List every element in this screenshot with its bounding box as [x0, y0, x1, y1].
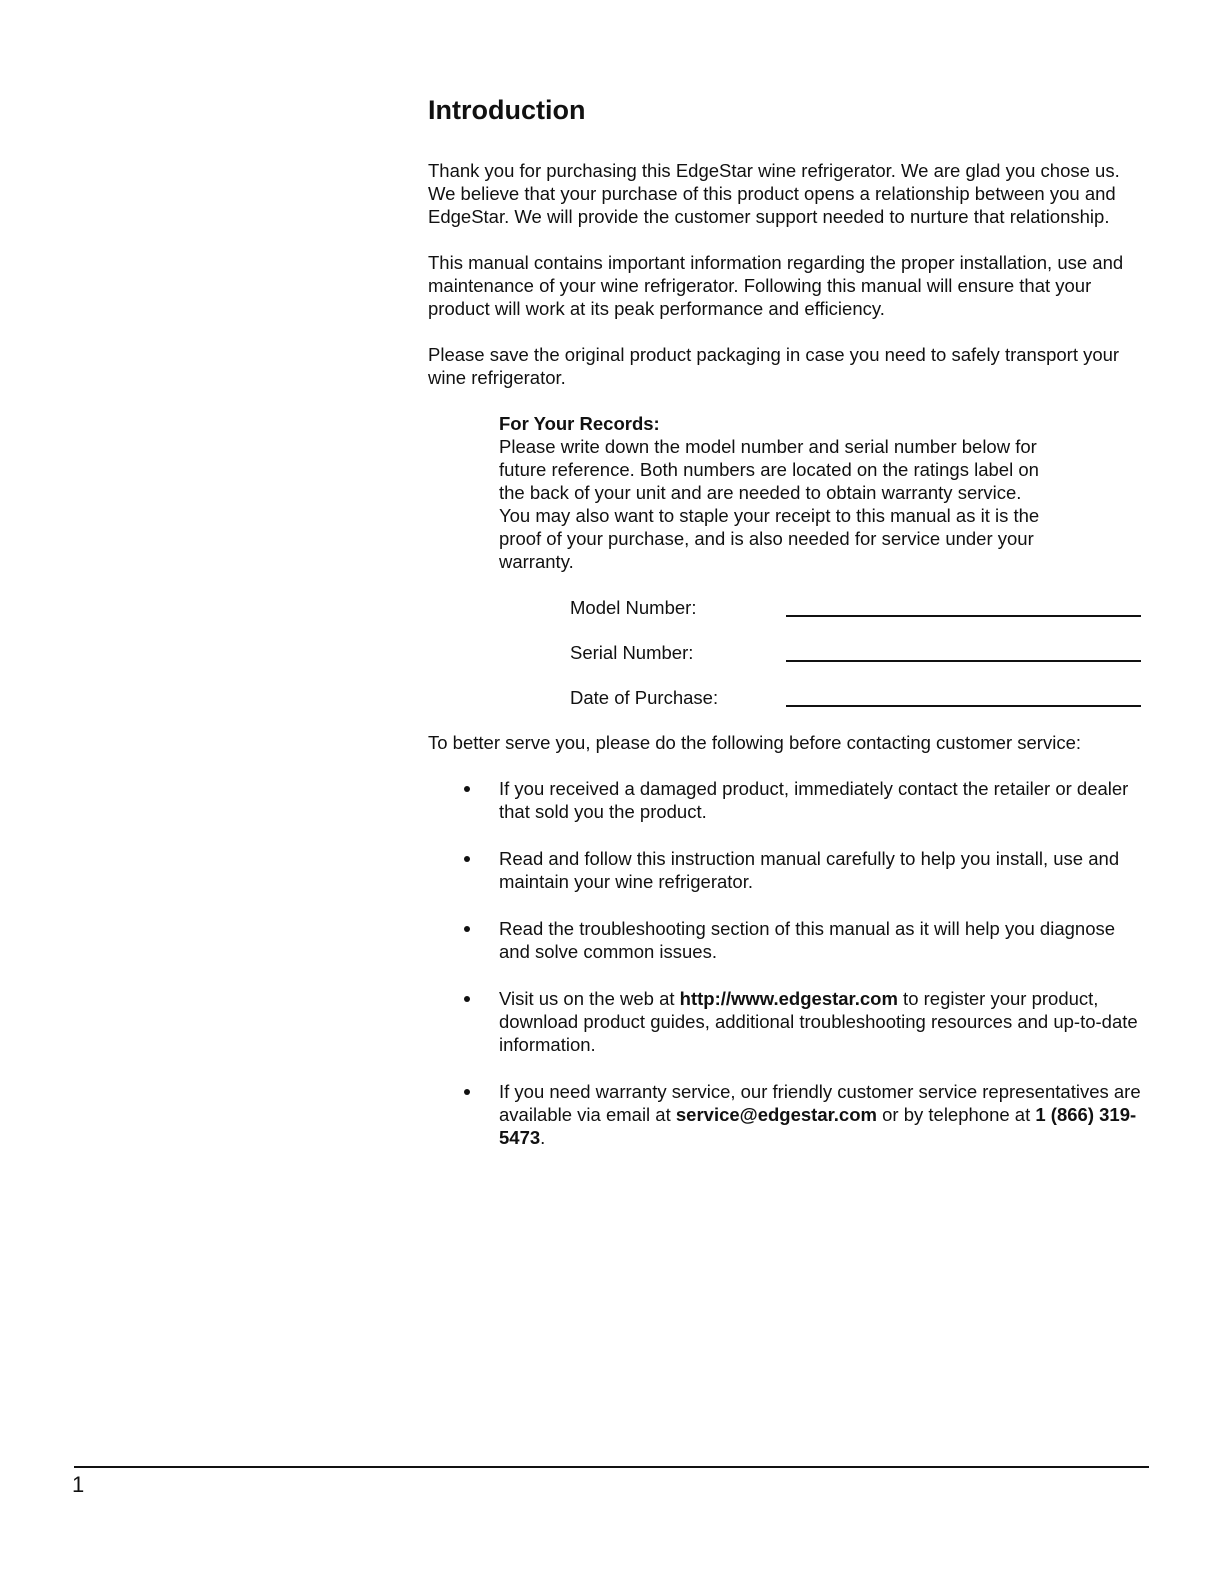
- bullet-icon: [464, 856, 470, 862]
- intro-paragraph-3: Please save the original product packaging in case you need to safely transport your wine refrigerator.: [428, 344, 1120, 388]
- service-tips-list: [428, 777, 1148, 1149]
- list-item: [428, 987, 1148, 1056]
- bullet-icon: [464, 1089, 470, 1095]
- model-number-line: [786, 615, 1141, 617]
- records-title: For Your Records:: [499, 413, 660, 434]
- list-item: [428, 847, 1148, 893]
- serial-number-label: Serial Number:: [570, 642, 694, 663]
- bullet-text-warranty-pre: If you need warranty service, our friendly customer service representatives are available via email at: [499, 1081, 1141, 1125]
- serial-number-line: [786, 660, 1141, 662]
- records-fields: [570, 596, 1148, 709]
- date-of-purchase-row: [570, 686, 1148, 709]
- bullet-icon: [464, 996, 470, 1002]
- list-item: [428, 777, 1148, 823]
- serial-number-row: [570, 641, 1148, 664]
- date-of-purchase-label: Date of Purchase:: [570, 687, 719, 708]
- bullet-icon: [464, 786, 470, 792]
- bullet-text-manual: Read and follow this instruction manual carefully to help you install, use and maintain your wine refrigerator.: [499, 848, 1120, 892]
- service-intro: To better serve you, please do the following before contacting customer service:: [428, 732, 1081, 753]
- intro-paragraph-2: This manual contains important information regarding the proper installation, use and maintenance of your wine refrigerator. Following this manual will ensure that your product will work at its peak performance and efficiency.: [428, 252, 1124, 319]
- bullet-text-warranty-post: .: [540, 1127, 546, 1148]
- records-section: [499, 412, 1044, 573]
- page-title: Introduction: [428, 95, 586, 125]
- date-of-purchase-line: [786, 705, 1141, 707]
- bullet-text-damaged: If you received a damaged product, immediately contact the retailer or dealer that sold you the product.: [499, 778, 1129, 822]
- bullet-text-web-pre: Visit us on the web at: [499, 988, 680, 1009]
- list-item: [428, 1080, 1148, 1149]
- intro-paragraph-1: Thank you for purchasing this EdgeStar wine refrigerator. We are glad you chose us. We believe that your purchase of this product opens a relationship between you and EdgeStar. We will provide the customer support needed to nurture that relationship.: [428, 160, 1120, 227]
- page-content: [428, 92, 1148, 1173]
- footer-divider: [74, 1466, 1149, 1468]
- bullet-text-web-post: to register your product, download product guides, additional troubleshooting resources and up-to-date information.: [499, 988, 1138, 1055]
- bullet-text-warranty-mid: or by telephone at: [876, 1104, 1036, 1125]
- service-phone[interactable]: 1 (866) 319-5473: [499, 1104, 1137, 1148]
- records-text: Please write down the model number and serial number below for future reference. Both numbers are located on the ratings label on the back of your unit and are needed to obtain warranty service. You may also want to staple your receipt to this manual as it is the proof of your purchase, and is also needed for service under your warranty.: [499, 436, 1040, 572]
- page-number: 1: [72, 1472, 85, 1497]
- bullet-text-troubleshooting: Read the troubleshooting section of this manual as it will help you diagnose and solve common issues.: [499, 918, 1116, 962]
- model-number-label: Model Number:: [570, 597, 697, 618]
- bullet-icon: [464, 926, 470, 932]
- model-number-row: [570, 596, 1148, 619]
- website-link[interactable]: http://www.edgestar.com: [679, 988, 898, 1009]
- service-email-link[interactable]: service@edgestar.com: [675, 1104, 877, 1125]
- list-item: [428, 917, 1148, 963]
